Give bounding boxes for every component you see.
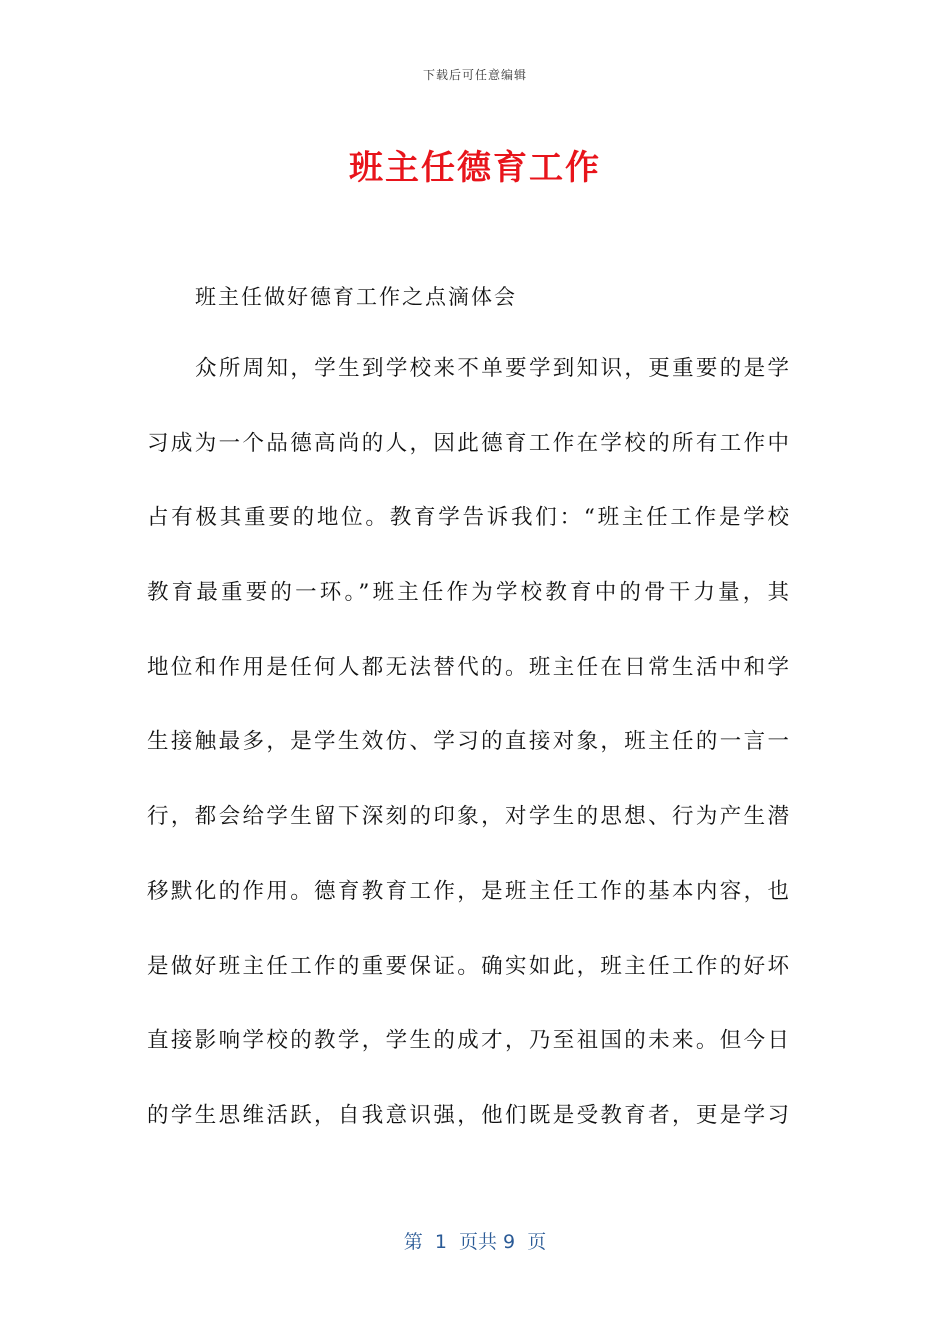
body-line: 行，都会给学生留下深刻的印象，对学生的思想、行为产生潜 bbox=[147, 804, 789, 830]
body-line: 地位和作用是任何人都无法替代的。班主任在日常生活中和学 bbox=[147, 654, 789, 680]
page-number-footer: 第 1 页共 9 页 bbox=[403, 1231, 547, 1253]
document-subtitle: 班主任做好德育工作之点滴体会 bbox=[195, 285, 517, 309]
body-paragraph bbox=[147, 352, 789, 1174]
body-line: 是做好班主任工作的重要保证。确实如此，班主任工作的好坏 bbox=[147, 953, 789, 979]
body-line: 移默化的作用。德育教育工作，是班主任工作的基本内容，也 bbox=[147, 878, 789, 904]
body-line: 占有极其重要的地位。教育学告诉我们：“班主任工作是学校 bbox=[147, 505, 789, 531]
download-note: 下载后可任意编辑 bbox=[422, 68, 527, 82]
body-line: 习成为一个品德高尚的人，因此德育工作在学校的所有工作中 bbox=[147, 430, 789, 456]
body-line: 生接触最多，是学生效仿、学习的直接对象，班主任的一言一 bbox=[147, 729, 789, 755]
document-title: 班主任德育工作 bbox=[349, 148, 601, 188]
body-line: 教育最重要的一环。”班主任作为学校教育中的骨干力量，其 bbox=[147, 580, 789, 606]
body-line: 众所周知，学生到学校来不单要学到知识，更重要的是学 bbox=[195, 356, 789, 381]
body-line: 的学生思维活跃，自我意识强，他们既是受教育者，更是学习 bbox=[147, 1102, 789, 1128]
body-line: 直接影响学校的教学，学生的成才，乃至祖国的未来。但今日 bbox=[147, 1028, 789, 1054]
